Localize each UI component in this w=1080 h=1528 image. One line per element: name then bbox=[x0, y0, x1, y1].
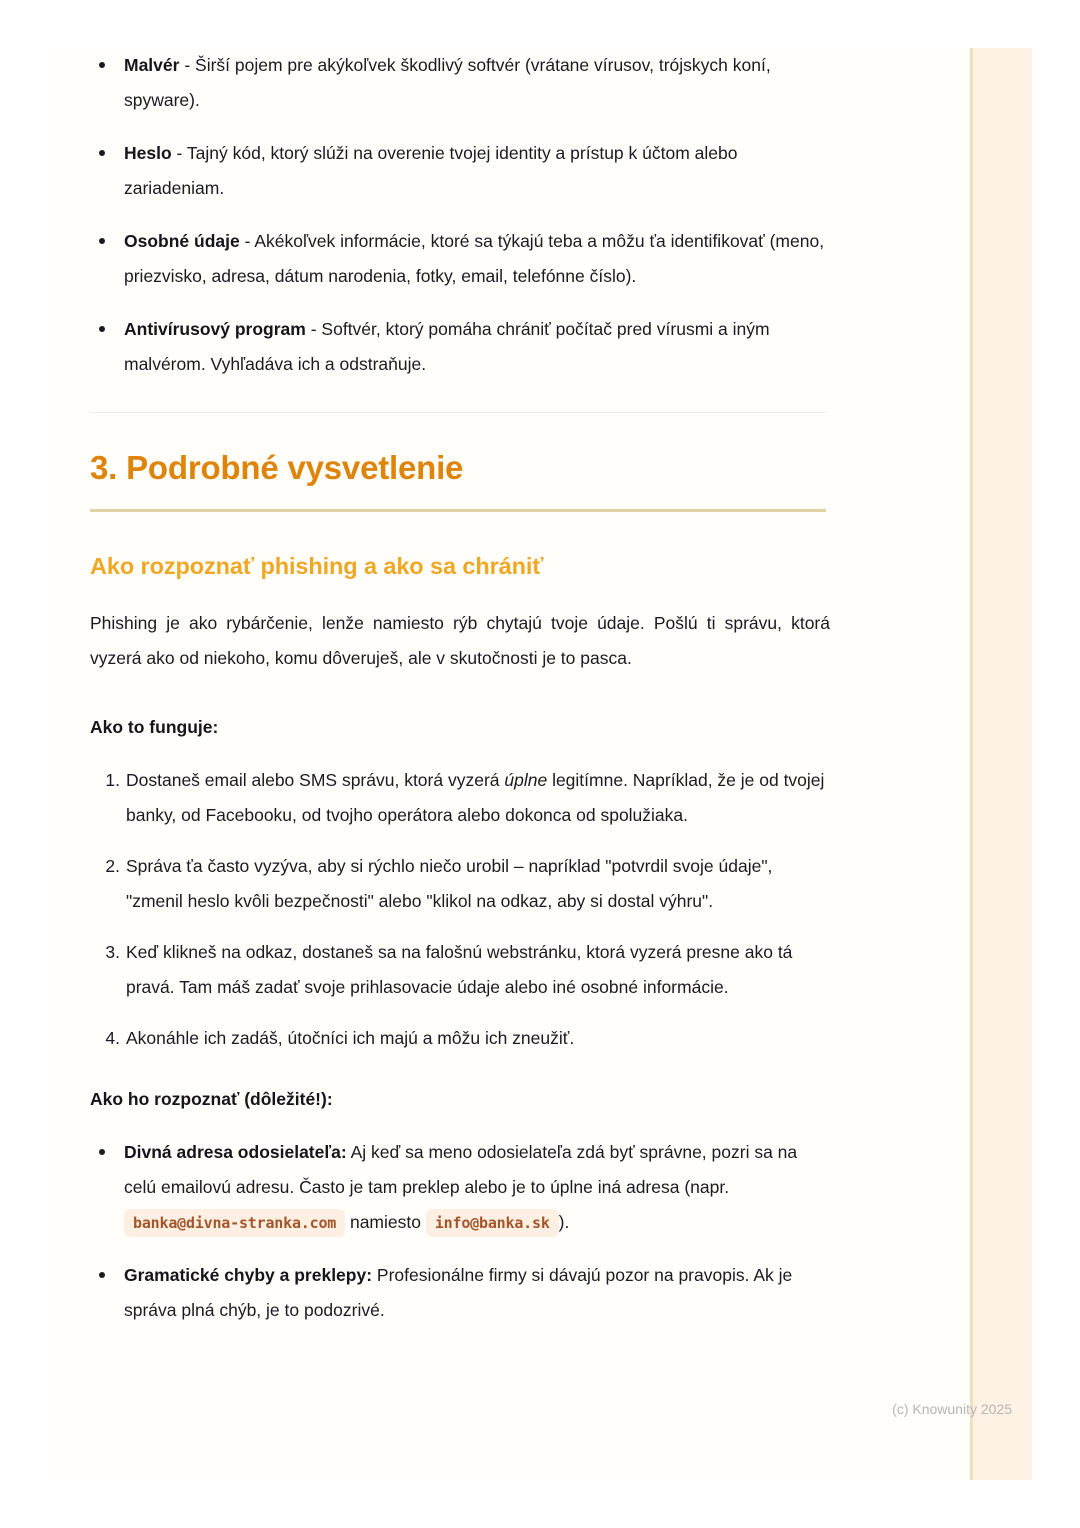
sub-heading: Ako rozpoznať phishing a ako sa chrániť bbox=[90, 552, 544, 579]
list-number: 4. bbox=[105, 1028, 120, 1049]
list-item bbox=[90, 136, 830, 206]
list-item bbox=[90, 935, 830, 1005]
document-content bbox=[90, 48, 830, 1328]
list-item bbox=[90, 1135, 830, 1240]
bullet-dot-icon bbox=[99, 326, 105, 332]
spacer bbox=[90, 1056, 830, 1082]
spot-text-between-codes: namiesto bbox=[345, 1212, 426, 1233]
list-number: 1. bbox=[105, 770, 120, 791]
bullet-dot-icon bbox=[99, 150, 105, 156]
glossary-term: Antivírusový program bbox=[124, 319, 306, 339]
code-chip-fake-address: banka@divna-stranka.com bbox=[124, 1209, 345, 1237]
step-text: Keď klikneš na odkaz, dostaneš sa na falošnú webstránku, ktorá vyzerá presne ako tá pravá. Tam máš zadať svoje prihlasovacie údaje alebo iné osobné informácie. bbox=[126, 942, 793, 998]
code-chip-real-address: info@banka.sk bbox=[426, 1209, 559, 1237]
glossary-separator: - bbox=[305, 319, 322, 339]
list-item bbox=[90, 849, 830, 919]
glossary-definition: Akékoľvek informácie, ktoré sa týkajú teba a môžu ťa identifikovať (meno, priezvisko, adresa, dátum narodenia, fotky, email, telefónne číslo). bbox=[124, 231, 825, 286]
step-text-after: legitímne. Napríklad, že je od tvojej banky, od Facebooku, od tvojho operátora alebo dokonca od spolužiaka. bbox=[126, 770, 825, 826]
step-text-italic: úplne bbox=[504, 770, 548, 791]
bullet-dot-icon bbox=[99, 1272, 105, 1278]
list-item bbox=[90, 763, 830, 833]
glossary-definition: Softvér, ktorý pomáha chrániť počítač pred vírusmi a iným malvérom. Vyhľadáva ich a odstraňuje. bbox=[124, 319, 770, 374]
spot-text-after-code: ). bbox=[558, 1212, 570, 1233]
list-item bbox=[90, 1258, 830, 1328]
glossary-term: Malvér bbox=[124, 55, 180, 75]
list-number: 3. bbox=[105, 942, 120, 963]
glossary-list bbox=[90, 48, 830, 382]
step-text: Akonáhle ich zadáš, útočníci ich majú a môžu ich zneužiť. bbox=[126, 1028, 575, 1049]
bullet-dot-icon bbox=[99, 238, 105, 244]
list-item bbox=[90, 1021, 830, 1056]
bullet-dot-icon bbox=[99, 62, 105, 68]
glossary-separator: - bbox=[171, 143, 187, 163]
spot-term: Gramatické chyby a preklepy: bbox=[124, 1265, 373, 1286]
list-number: 2. bbox=[105, 856, 120, 877]
how-it-works-label: Ako to funguje: bbox=[90, 717, 219, 738]
section-heading-rule bbox=[90, 509, 826, 512]
section-divider bbox=[90, 412, 826, 413]
glossary-definition: Širší pojem pre akýkoľvek škodlivý softvér (vrátane vírusov, trójskych koní, spyware). bbox=[124, 55, 771, 110]
glossary-separator: - bbox=[239, 231, 255, 251]
list-item bbox=[90, 312, 830, 382]
bullet-dot-icon bbox=[99, 1149, 105, 1155]
spot-term: Divná adresa odosielateľa: bbox=[124, 1142, 347, 1163]
glossary-definition: Tajný kód, ktorý slúži na overenie tvojej identity a prístup k účtom alebo zariadeniam. bbox=[124, 143, 738, 198]
intro-paragraph: Phishing je ako rybárčenie, lenže namiesto rýb chytajú tvoje údaje. Pošlú ti správu, ktorá vyzerá ako od niekoho, komu dôveruješ, ale v skutočnosti je to pasca. bbox=[90, 613, 830, 669]
glossary-separator: - bbox=[179, 55, 196, 75]
how-to-spot-list bbox=[90, 1135, 830, 1328]
section-heading: 3. Podrobné vysvetlenie bbox=[90, 449, 464, 486]
list-item bbox=[90, 48, 830, 118]
step-text: Správa ťa často vyzýva, aby si rýchlo niečo urobil – napríklad "potvrdil svoje údaje", "zmenil heslo kvôli bezpečnosti" alebo "klikol na odkaz, aby si dostal výhru". bbox=[126, 856, 773, 912]
how-it-works-list bbox=[90, 763, 830, 1056]
list-item bbox=[90, 224, 830, 294]
glossary-term: Heslo bbox=[124, 143, 172, 163]
how-to-spot-label: Ako ho rozpoznať (dôležité!): bbox=[90, 1089, 333, 1110]
glossary-term: Osobné údaje bbox=[124, 231, 240, 251]
right-accent-strip bbox=[970, 48, 1032, 1480]
spot-text-before-code: Aj keď sa meno odosielateľa zdá byť správne, pozri sa na celú emailovú adresu. Často je tam preklep alebo je to úplne iná adresa (napr. bbox=[124, 1142, 798, 1198]
spot-text: Profesionálne firmy si dávajú pozor na pravopis. Ak je správa plná chýb, je to podozrivé. bbox=[124, 1265, 793, 1321]
step-text-before: Dostaneš email alebo SMS správu, ktorá vyzerá bbox=[126, 770, 505, 791]
footer-copyright: (c) Knowunity 2025 bbox=[892, 1401, 1012, 1417]
